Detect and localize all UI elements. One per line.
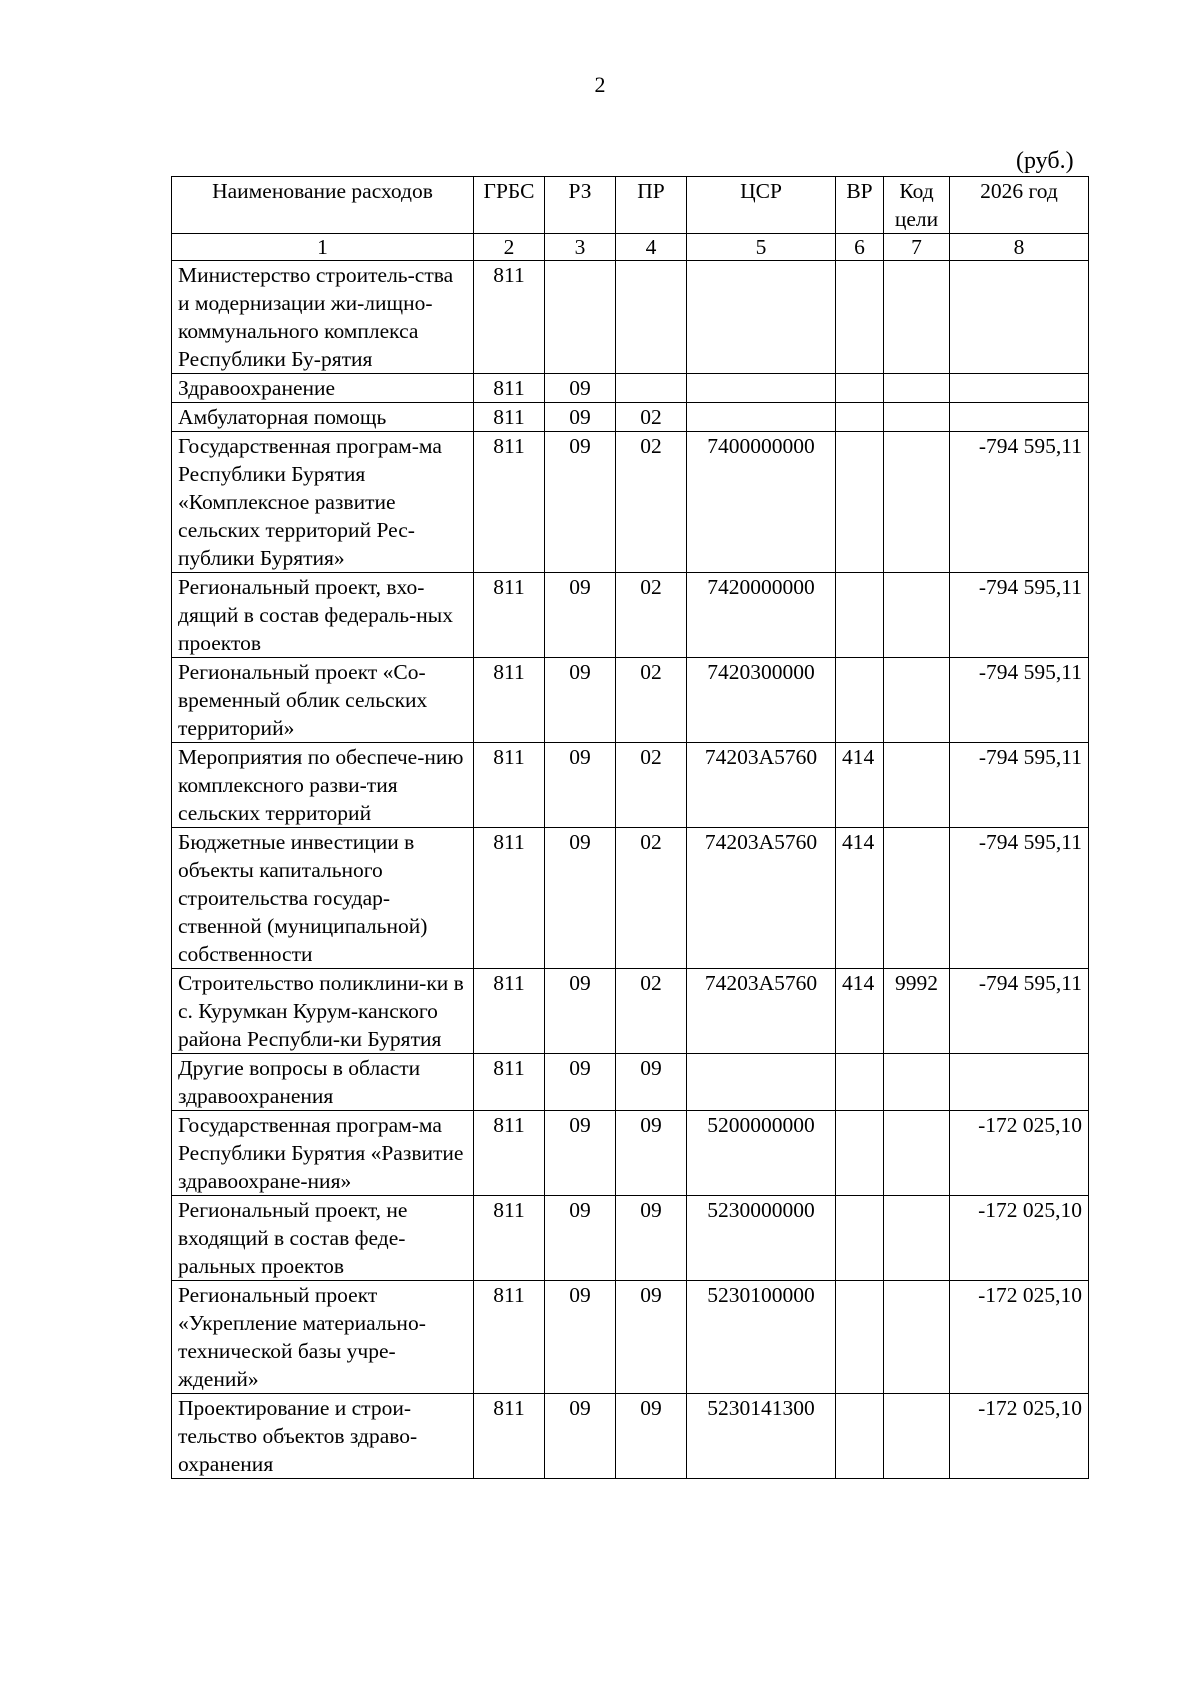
table-row <box>172 658 1089 743</box>
amount-2026-cell: -794 595,11 <box>950 969 1089 1054</box>
expense-name-cell: Бюджетные инвестиции в объекты капитального строительства государ-ственной (муниципальной) собственности <box>172 828 474 969</box>
pr-cell: 02 <box>616 432 687 573</box>
rz-cell: 09 <box>545 828 616 969</box>
table-row <box>172 1111 1089 1196</box>
vr-cell <box>836 1111 884 1196</box>
pr-cell: 09 <box>616 1111 687 1196</box>
csr-cell: 5230100000 <box>687 1281 836 1394</box>
vr-cell: 414 <box>836 969 884 1054</box>
target-code-cell <box>884 573 950 658</box>
target-code-cell <box>884 1281 950 1394</box>
rz-cell: 09 <box>545 658 616 743</box>
amount-2026-cell: -172 025,10 <box>950 1281 1089 1394</box>
pr-cell: 09 <box>616 1281 687 1394</box>
amount-2026-cell: -794 595,11 <box>950 432 1089 573</box>
table-row <box>172 828 1089 969</box>
column-number: 2 <box>474 234 545 261</box>
rz-cell: 09 <box>545 374 616 403</box>
pr-cell: 02 <box>616 828 687 969</box>
header-cell: 2026 год <box>950 177 1089 234</box>
amount-2026-cell: -172 025,10 <box>950 1196 1089 1281</box>
amount-2026-cell: -172 025,10 <box>950 1394 1089 1479</box>
table-row <box>172 743 1089 828</box>
pr-cell: 09 <box>616 1054 687 1111</box>
header-cell: Код цели <box>884 177 950 234</box>
csr-cell: 5230000000 <box>687 1196 836 1281</box>
vr-cell <box>836 1054 884 1111</box>
vr-cell <box>836 573 884 658</box>
expense-name-cell: Государственная програм-ма Республики Бурятия «Комплексное развитие сельских территорий Рес-публики Бурятия» <box>172 432 474 573</box>
pr-cell: 09 <box>616 1196 687 1281</box>
pr-cell: 02 <box>616 969 687 1054</box>
table-row <box>172 1281 1089 1394</box>
rz-cell: 09 <box>545 403 616 432</box>
csr-cell: 74203А5760 <box>687 743 836 828</box>
amount-2026-cell: -794 595,11 <box>950 743 1089 828</box>
vr-cell <box>836 1394 884 1479</box>
vr-cell: 414 <box>836 743 884 828</box>
expense-name-cell: Региональный проект «Укрепление материально-технической базы учре-ждений» <box>172 1281 474 1394</box>
amount-2026-cell: -794 595,11 <box>950 828 1089 969</box>
target-code-cell <box>884 1111 950 1196</box>
grbs-cell: 811 <box>474 573 545 658</box>
grbs-cell: 811 <box>474 432 545 573</box>
csr-cell: 74203А5760 <box>687 969 836 1054</box>
pr-cell <box>616 261 687 374</box>
table-row <box>172 374 1089 403</box>
vr-cell <box>836 403 884 432</box>
table-row <box>172 969 1089 1054</box>
rz-cell: 09 <box>545 1111 616 1196</box>
rz-cell: 09 <box>545 743 616 828</box>
rz-cell: 09 <box>545 969 616 1054</box>
expense-name-cell: Проектирование и строи-тельство объектов здраво-охранения <box>172 1394 474 1479</box>
rz-cell: 09 <box>545 432 616 573</box>
table-row <box>172 1394 1089 1479</box>
rz-cell <box>545 261 616 374</box>
csr-cell: 5200000000 <box>687 1111 836 1196</box>
pr-cell: 02 <box>616 658 687 743</box>
pr-cell: 02 <box>616 573 687 658</box>
grbs-cell: 811 <box>474 403 545 432</box>
csr-cell: 5230141300 <box>687 1394 836 1479</box>
header-cell: ГРБС <box>474 177 545 234</box>
rz-cell: 09 <box>545 1281 616 1394</box>
grbs-cell: 811 <box>474 1054 545 1111</box>
target-code-cell <box>884 1196 950 1281</box>
header-row <box>172 177 1089 234</box>
amount-2026-cell: -794 595,11 <box>950 573 1089 658</box>
pr-cell: 02 <box>616 403 687 432</box>
header-cell: РЗ <box>545 177 616 234</box>
target-code-cell: 9992 <box>884 969 950 1054</box>
amount-2026-cell: -172 025,10 <box>950 1111 1089 1196</box>
grbs-cell: 811 <box>474 1196 545 1281</box>
vr-cell <box>836 1196 884 1281</box>
expense-name-cell: Другие вопросы в области здравоохранения <box>172 1054 474 1111</box>
grbs-cell: 811 <box>474 969 545 1054</box>
grbs-cell: 811 <box>474 658 545 743</box>
expense-name-cell: Амбулаторная помощь <box>172 403 474 432</box>
csr-cell: 74203А5760 <box>687 828 836 969</box>
expense-name-cell: Региональный проект «Со-временный облик сельских территорий» <box>172 658 474 743</box>
pr-cell: 09 <box>616 1394 687 1479</box>
expense-name-cell: Мероприятия по обеспече-нию комплексного разви-тия сельских территорий <box>172 743 474 828</box>
target-code-cell <box>884 403 950 432</box>
expense-name-cell: Министерство строитель-ства и модернизации жи-лищно-коммунального комплекса Республики Бу-рятия <box>172 261 474 374</box>
pr-cell <box>616 374 687 403</box>
rz-cell: 09 <box>545 1054 616 1111</box>
grbs-cell: 811 <box>474 374 545 403</box>
column-number: 7 <box>884 234 950 261</box>
amount-2026-cell: -794 595,11 <box>950 658 1089 743</box>
grbs-cell: 811 <box>474 1394 545 1479</box>
target-code-cell <box>884 261 950 374</box>
target-code-cell <box>884 1054 950 1111</box>
expense-name-cell: Региональный проект, вхо-дящий в состав федераль-ных проектов <box>172 573 474 658</box>
csr-cell: 7420000000 <box>687 573 836 658</box>
units-label: (руб.) <box>1016 148 1074 174</box>
budget-table <box>171 176 1089 1479</box>
target-code-cell <box>884 432 950 573</box>
header-cell: ЦСР <box>687 177 836 234</box>
target-code-cell <box>884 828 950 969</box>
amount-2026-cell <box>950 261 1089 374</box>
rz-cell: 09 <box>545 573 616 658</box>
column-number: 6 <box>836 234 884 261</box>
vr-cell <box>836 374 884 403</box>
rz-cell: 09 <box>545 1394 616 1479</box>
page-number: 2 <box>594 72 606 97</box>
target-code-cell <box>884 658 950 743</box>
vr-cell <box>836 432 884 573</box>
grbs-cell: 811 <box>474 1111 545 1196</box>
table-row <box>172 1054 1089 1111</box>
expense-name-cell: Строительство поликлини-ки в с. Курумкан Курум-канского района Республи-ки Бурятия <box>172 969 474 1054</box>
table-row <box>172 1196 1089 1281</box>
target-code-cell <box>884 374 950 403</box>
column-number: 1 <box>172 234 474 261</box>
pr-cell: 02 <box>616 743 687 828</box>
csr-cell <box>687 261 836 374</box>
target-code-cell <box>884 743 950 828</box>
grbs-cell: 811 <box>474 261 545 374</box>
amount-2026-cell <box>950 403 1089 432</box>
grbs-cell: 811 <box>474 1281 545 1394</box>
csr-cell <box>687 1054 836 1111</box>
header-cell: ПР <box>616 177 687 234</box>
vr-cell <box>836 658 884 743</box>
expense-name-cell: Государственная програм-ма Республики Бурятия «Развитие здравоохране-ния» <box>172 1111 474 1196</box>
column-number: 4 <box>616 234 687 261</box>
expense-name-cell: Региональный проект, не входящий в состав феде-ральных проектов <box>172 1196 474 1281</box>
header-cell: ВР <box>836 177 884 234</box>
csr-cell: 7420300000 <box>687 658 836 743</box>
grbs-cell: 811 <box>474 828 545 969</box>
csr-cell: 7400000000 <box>687 432 836 573</box>
expense-name-cell: Здравоохранение <box>172 374 474 403</box>
csr-cell <box>687 403 836 432</box>
table-row <box>172 403 1089 432</box>
column-number: 8 <box>950 234 1089 261</box>
amount-2026-cell <box>950 1054 1089 1111</box>
table-row <box>172 432 1089 573</box>
amount-2026-cell <box>950 374 1089 403</box>
grbs-cell: 811 <box>474 743 545 828</box>
header-cell: Наименование расходов <box>172 177 474 234</box>
vr-cell: 414 <box>836 828 884 969</box>
column-number: 3 <box>545 234 616 261</box>
table-row <box>172 261 1089 374</box>
table-row <box>172 573 1089 658</box>
column-number: 5 <box>687 234 836 261</box>
table-body <box>172 261 1089 1479</box>
target-code-cell <box>884 1394 950 1479</box>
column-number-row <box>172 234 1089 261</box>
rz-cell: 09 <box>545 1196 616 1281</box>
csr-cell <box>687 374 836 403</box>
vr-cell <box>836 1281 884 1394</box>
vr-cell <box>836 261 884 374</box>
